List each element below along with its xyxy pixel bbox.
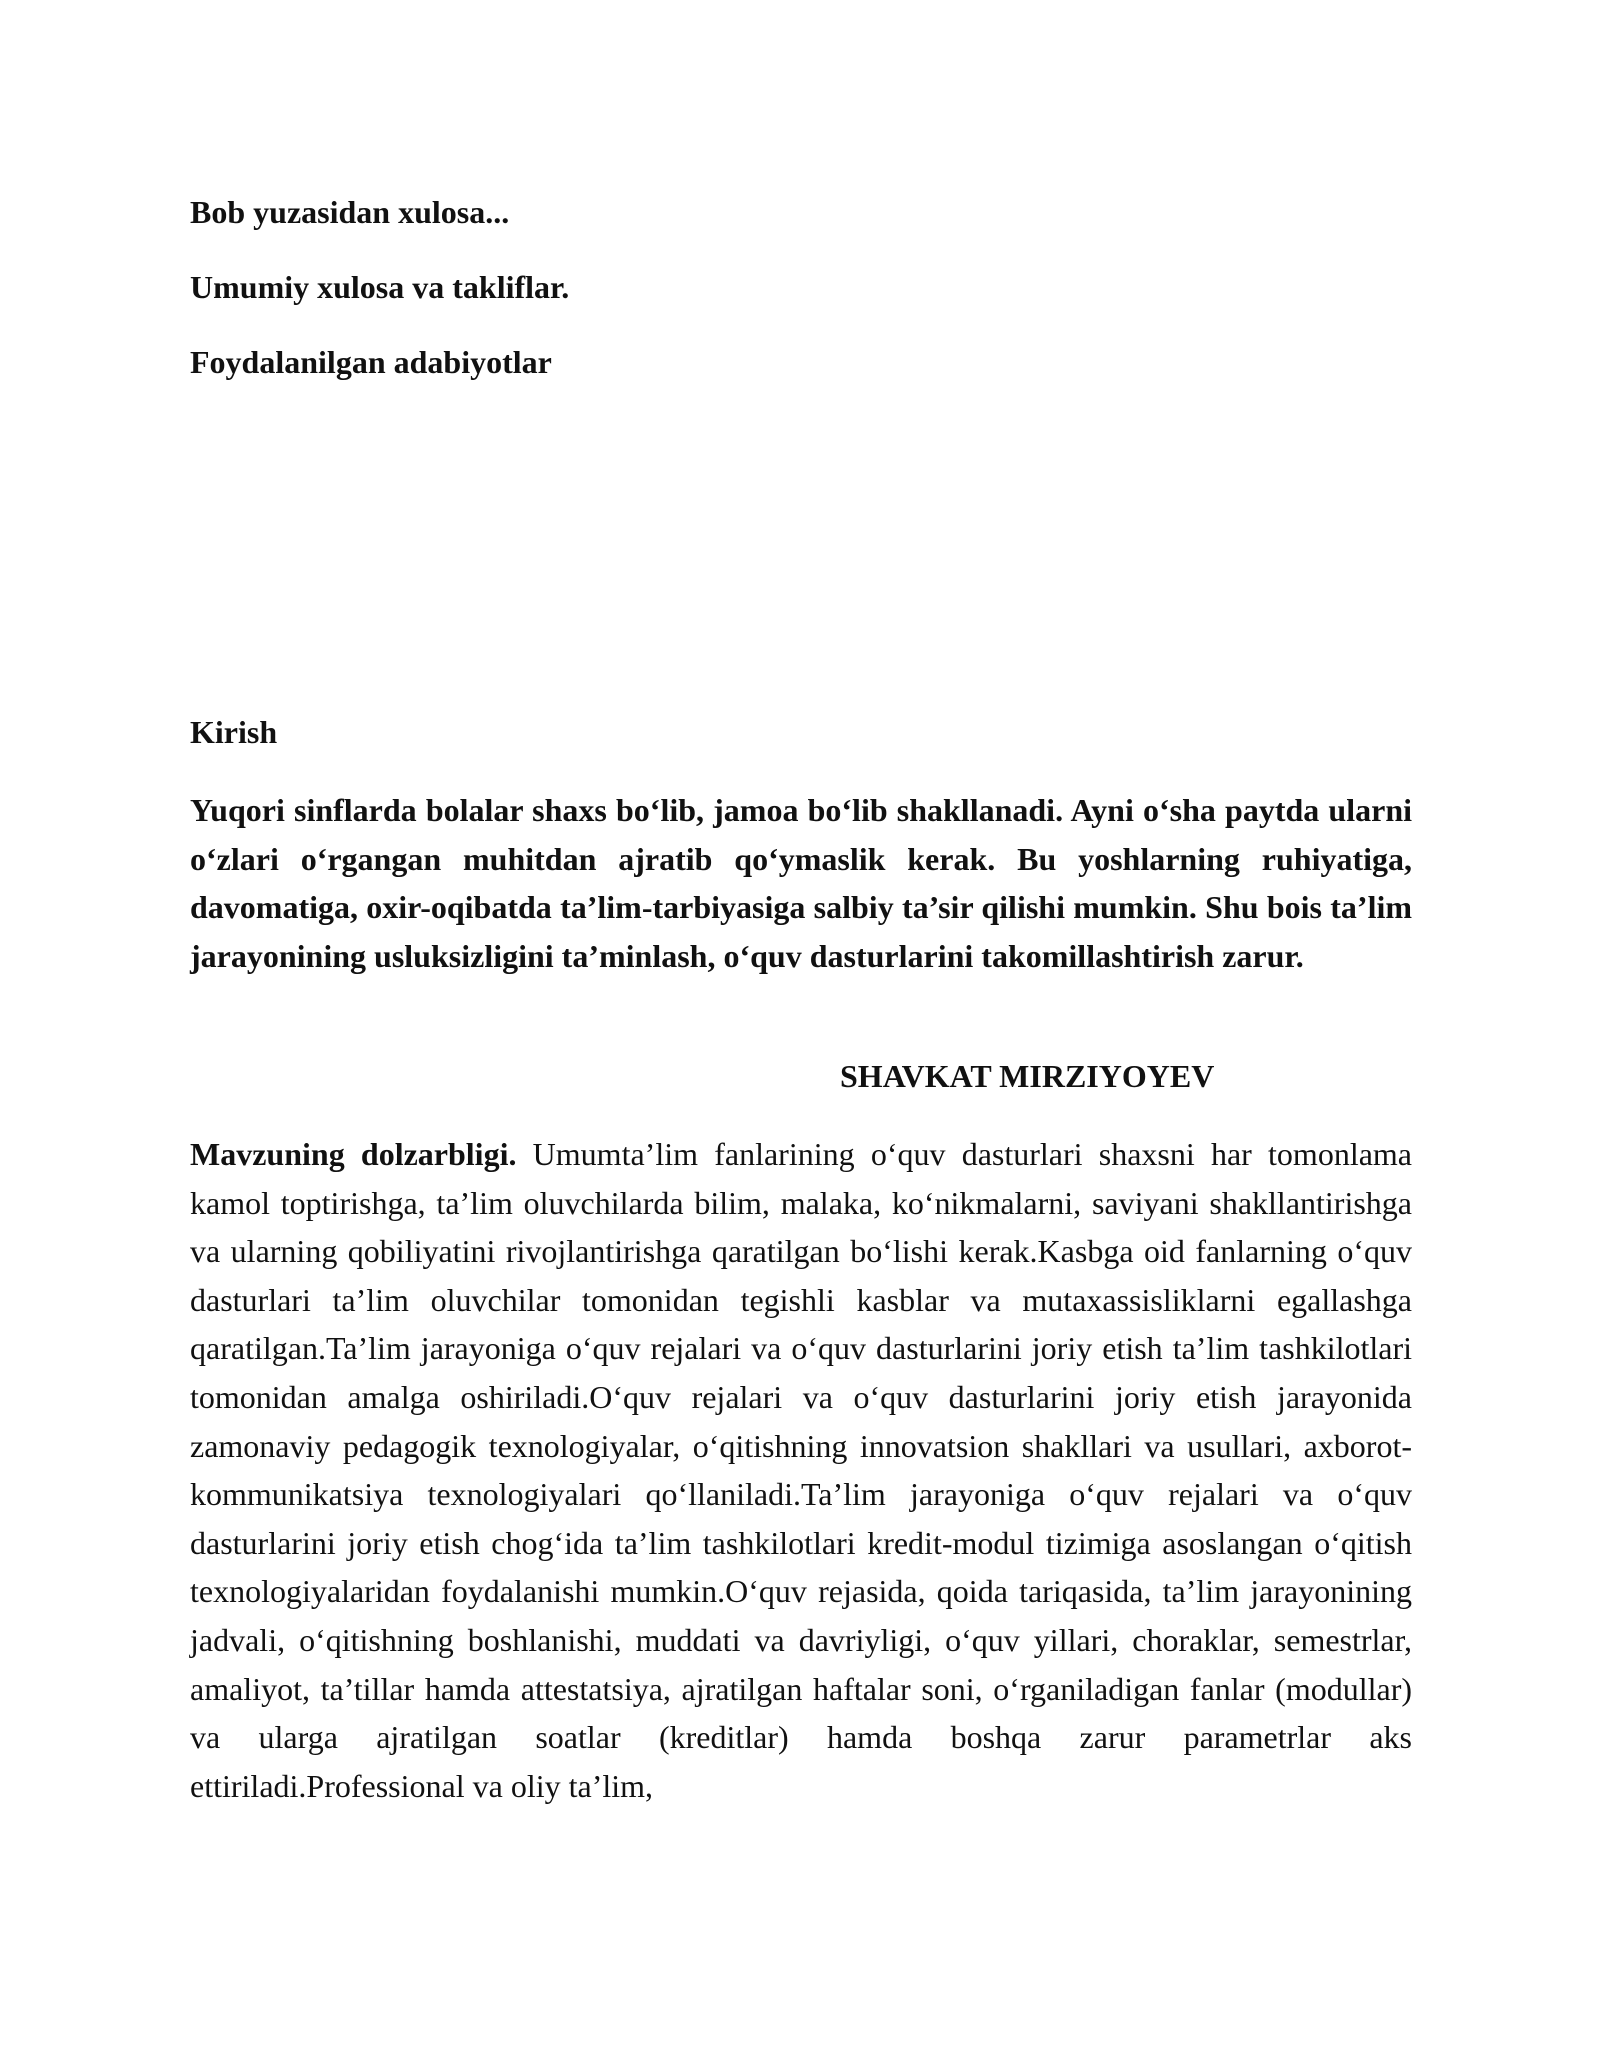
- toc-item-references: Foydalanilgan adabiyotlar: [190, 344, 552, 380]
- toc-item-chapter-conclusion: Bob yuzasidan xulosa...: [190, 194, 510, 230]
- toc-item-general-conclusion: Umumiy xulosa va takliflar.: [190, 269, 570, 305]
- epigraph-quote: Yuqori sinflarda bolalar shaxs bo‘lib, jamoa bo‘lib shakllanadi. Ayni o‘sha paytda ularni o‘zlari o‘rgangan muhitdan ajratib qo‘ymaslik kerak. Bu yoshlarning ruhiyatiga, davomatiga, oxir-oqibatda ta’lim-tarbiyasiga salbiy ta’sir qilishi mumkin. Shu bois ta’lim jarayonining usluksizligini ta’minlash, o‘quv dasturlarini takomillashtirish zarur.: [190, 792, 1412, 974]
- relevance-text: Umumta’lim fanlarining o‘quv dasturlari shaxsni har tomonlama kamol toptirishga, ta’lim oluvchilarda bilim, malaka, ko‘nikmalarni, saviyani shakllantirishga va ularning qobiliyatini rivojlantirishga qaratilgan bo‘lishi kerak.Kasbga oid fanlarning o‘quv dasturlari ta’lim oluvchilar tomonidan tegishli kasblar va mutaxassisliklarni egallashga qaratilgan.Ta’lim jarayoniga o‘quv rejalari va o‘quv dasturlarini joriy etish ta’lim tashkilotlari tomonidan amalga oshiriladi.O‘quv rejalari va o‘quv dasturlarini joriy etish jarayonida zamonaviy pedagogik texnologiyalar, o‘qitishning innovatsion shakllari va usullari, axborot-kommunikatsiya texnologiyalari qo‘llaniladi.Ta’lim jarayoniga o‘quv rejalari va o‘quv dasturlarini joriy etish chog‘ida ta’lim tashkilotlari kredit-modul tizimiga asoslangan o‘qitish texnologiyalaridan foydalanishi mumkin.O‘quv rejasida, qoida tariqasida, ta’lim jarayonining jadvali, o‘qitishning boshlanishi, muddati va davriyligi, o‘quv yillari, choraklar, semestrlar, amaliyot, ta’tillar hamda attestatsiya, ajratilgan haftalar soni, o‘rganiladigan fanlar (modullar) va ularga ajratilgan soatlar (kreditlar) hamda boshqa zarur parametrlar aks ettiriladi.Professional va oliy ta’lim,: [190, 1136, 1413, 1804]
- relevance-paragraph: [190, 1130, 1412, 1810]
- intro-heading: Kirish: [190, 714, 278, 750]
- relevance-lead: Mavzuning dolzarbligi.: [190, 1136, 517, 1172]
- epigraph-author: SHAVKAT MIRZIYOYEV: [840, 1058, 1215, 1094]
